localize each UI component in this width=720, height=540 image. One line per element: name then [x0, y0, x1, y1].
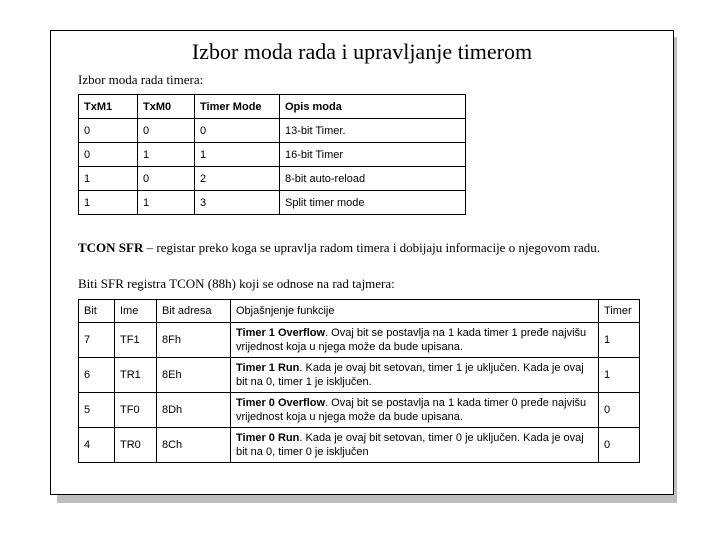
table-cell: TR0 [115, 428, 157, 463]
tcon-text: – registar preko koga se upravlja radom timera i dobijaju informacije o njegovom radu. [143, 240, 601, 255]
table-cell: 8Dh [157, 393, 231, 428]
desc-text: . Ovaj bit se postavlja na 1 kada timer 1 pređe najvišu vrijednost koja u njega može da bude upisana. [236, 327, 587, 353]
table-row [79, 393, 640, 428]
table-cell: 6 [79, 358, 115, 393]
page-title: Izbor moda rada i upravljanje timerom [191, 39, 533, 64]
bits-header-bit: Bit [79, 300, 115, 323]
table-cell: 13-bit Timer. [280, 119, 466, 143]
table-row [79, 191, 466, 215]
table-cell [231, 323, 599, 358]
bits-table [78, 299, 640, 463]
table-cell: TF1 [115, 323, 157, 358]
tcon-label: TCON SFR [78, 240, 144, 255]
table-cell: 2 [195, 167, 280, 191]
bits-table-header-row [79, 300, 640, 323]
bits-header-ime: Ime [115, 300, 157, 323]
table-row [79, 323, 640, 358]
table-cell [231, 358, 599, 393]
table-cell: TF0 [115, 393, 157, 428]
mode-table-caption: Izbor moda rada timera: [78, 72, 204, 87]
table-cell: 1 [138, 191, 195, 215]
table-cell: 0 [599, 393, 640, 428]
table-cell: 5 [79, 393, 115, 428]
mode-header-opis: Opis moda [280, 95, 466, 119]
table-cell: 3 [195, 191, 280, 215]
table-cell: 8Ch [157, 428, 231, 463]
table-cell [231, 428, 599, 463]
desc-bold: Timer 0 Overflow [236, 397, 326, 409]
mode-header-txm1: TxM1 [79, 95, 138, 119]
mode-table-header-row [79, 95, 466, 119]
slide [50, 30, 674, 495]
bits-header-timer: Timer [599, 300, 640, 323]
tcon-description [78, 240, 600, 256]
desc-text: . Kada je ovaj bit setovan, timer 0 je uključen. Kada je ovaj bit na 0, timer 0 je isključen [236, 432, 584, 458]
table-cell: 1 [138, 143, 195, 167]
table-cell: 0 [79, 143, 138, 167]
table-row [79, 167, 466, 191]
mode-header-timer-mode: Timer Mode [195, 95, 280, 119]
table-cell: 8-bit auto-reload [280, 167, 466, 191]
table-cell: 8Fh [157, 323, 231, 358]
table-row [79, 358, 640, 393]
table-cell: 0 [138, 119, 195, 143]
bits-table-caption: Biti SFR registra TCON (88h) koji se odnose na rad tajmera: [78, 276, 395, 291]
table-cell: 0 [195, 119, 280, 143]
bits-header-bit-adresa: Bit adresa [157, 300, 231, 323]
table-cell: 1 [195, 143, 280, 167]
table-cell: Split timer mode [280, 191, 466, 215]
bits-header-objasnjenje: Objašnjenje funkcije [231, 300, 599, 323]
table-cell: 8Eh [157, 358, 231, 393]
table-cell: 16-bit Timer [280, 143, 466, 167]
desc-text: . Kada je ovaj bit setovan, timer 1 je uključen. Kada je ovaj bit na 0, timer 1 je isključen. [236, 362, 584, 388]
desc-bold: Timer 1 Overflow [236, 327, 326, 339]
table-row [79, 428, 640, 463]
table-cell [231, 393, 599, 428]
table-cell: TR1 [115, 358, 157, 393]
table-cell: 1 [79, 191, 138, 215]
table-cell: 4 [79, 428, 115, 463]
table-cell: 0 [138, 167, 195, 191]
mode-header-txm0: TxM0 [138, 95, 195, 119]
table-cell: 1 [599, 323, 640, 358]
table-cell: 7 [79, 323, 115, 358]
desc-text: . Ovaj bit se postavlja na 1 kada timer 0 pređe najvišu vrijednost koja u njega može da bude upisana. [236, 397, 587, 423]
table-cell: 1 [79, 167, 138, 191]
table-cell: 0 [599, 428, 640, 463]
mode-table [78, 94, 466, 215]
table-row [79, 143, 466, 167]
table-row [79, 119, 466, 143]
desc-bold: Timer 1 Run [236, 362, 300, 374]
table-cell: 1 [599, 358, 640, 393]
desc-bold: Timer 0 Run [236, 432, 300, 444]
table-cell: 0 [79, 119, 138, 143]
